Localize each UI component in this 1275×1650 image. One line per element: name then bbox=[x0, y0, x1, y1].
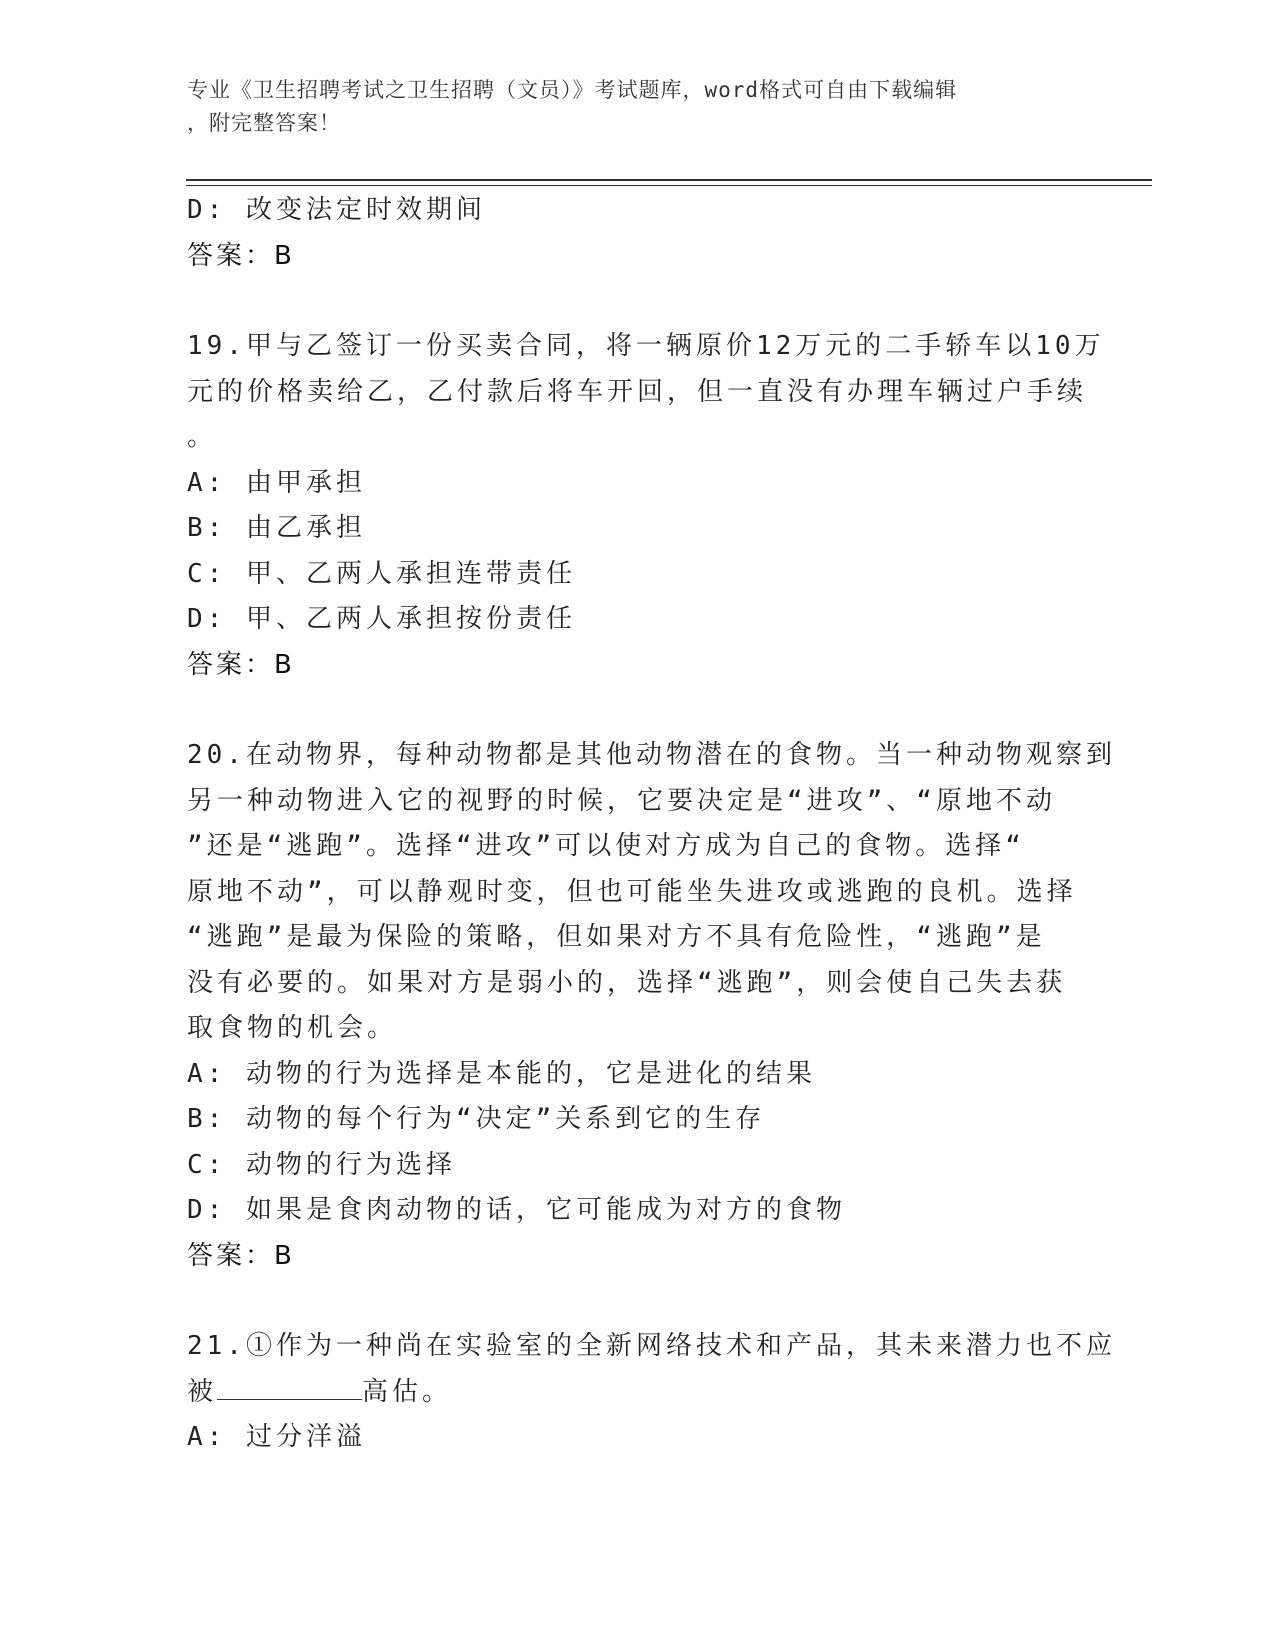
answer: 答案：B bbox=[187, 1240, 295, 1271]
question-stem: “逃跑”是最为保险的策略，但如果对方不具有危险性，“逃跑”是 bbox=[187, 922, 1046, 952]
option-a: A: 过分洋溢 bbox=[187, 1422, 366, 1452]
option-b: B: 动物的每个行为“决定”关系到它的生存 bbox=[187, 1104, 766, 1134]
question-stem: 21.①作为一种尚在实验室的全新网络技术和产品，其未来潜力也不应 bbox=[187, 1331, 1116, 1361]
stem-text-after-blank: 高估。 bbox=[362, 1376, 453, 1407]
option-d: D: 如果是食肉动物的话，它可能成为对方的食物 bbox=[187, 1195, 846, 1225]
question-stem bbox=[187, 1370, 1087, 1416]
header-line-1: 专业《卫生招聘考试之卫生招聘（文员）》考试题库，word格式可自由下载编辑 bbox=[187, 78, 958, 102]
option-a: A: 动物的行为选择是本能的，它是进化的结果 bbox=[187, 1058, 816, 1089]
option-a: A: 由甲承担 bbox=[187, 467, 366, 498]
fill-in-blank bbox=[217, 1398, 362, 1400]
question-stem: 取食物的机会。 bbox=[187, 1013, 398, 1043]
answer: 答案：B bbox=[187, 649, 295, 680]
question-stem: 元的价格卖给乙，乙付款后将车开回，但一直没有办理车辆过户手续 bbox=[187, 376, 1088, 407]
question-stem: 原地不动”，可以静观时变，但也可能坐失进攻或逃跑的良机。选择 bbox=[187, 876, 1077, 907]
question-21 bbox=[187, 1324, 1116, 1461]
question-stem: 19.甲与乙签订一份买卖合同，将一辆原价12万元的二手轿车以10万 bbox=[187, 331, 1105, 361]
spacer bbox=[187, 1279, 1087, 1324]
page-header bbox=[187, 74, 1067, 140]
stem-text-before-blank: 被 bbox=[187, 1376, 218, 1407]
header-line-2: ，附完整答案！ bbox=[187, 111, 341, 135]
question-stem: ”还是“逃跑”。选择“进攻”可以使对方成为自己的食物。选择“ bbox=[187, 831, 1025, 861]
option-d: D: 甲、乙两人承担按份责任 bbox=[187, 604, 576, 634]
spacer bbox=[187, 279, 1087, 324]
question-stem: 。 bbox=[187, 422, 218, 452]
document-body bbox=[187, 188, 1116, 1461]
question-20 bbox=[187, 733, 1116, 1279]
option-b: B: 由乙承担 bbox=[187, 513, 366, 543]
question-stem: 没有必要的。如果对方是弱小的，选择“逃跑”，则会使自己失去获 bbox=[187, 967, 1067, 998]
header-divider bbox=[186, 179, 1152, 186]
answer: 答案：B bbox=[187, 240, 295, 271]
question-stem: 20.在动物界，每种动物都是其他动物潜在的食物。当一种动物观察到 bbox=[187, 740, 1116, 770]
option-c: C: 动物的行为选择 bbox=[187, 1149, 456, 1180]
option-d: D: 改变法定时效期间 bbox=[187, 195, 486, 225]
question-18-tail bbox=[187, 188, 1087, 279]
option-c: C: 甲、乙两人承担连带责任 bbox=[187, 558, 576, 589]
question-19 bbox=[187, 324, 1105, 688]
question-stem: 另一种动物进入它的视野的时候，它要决定是“进攻”、“原地不动 bbox=[187, 785, 1056, 816]
spacer bbox=[187, 688, 1087, 733]
